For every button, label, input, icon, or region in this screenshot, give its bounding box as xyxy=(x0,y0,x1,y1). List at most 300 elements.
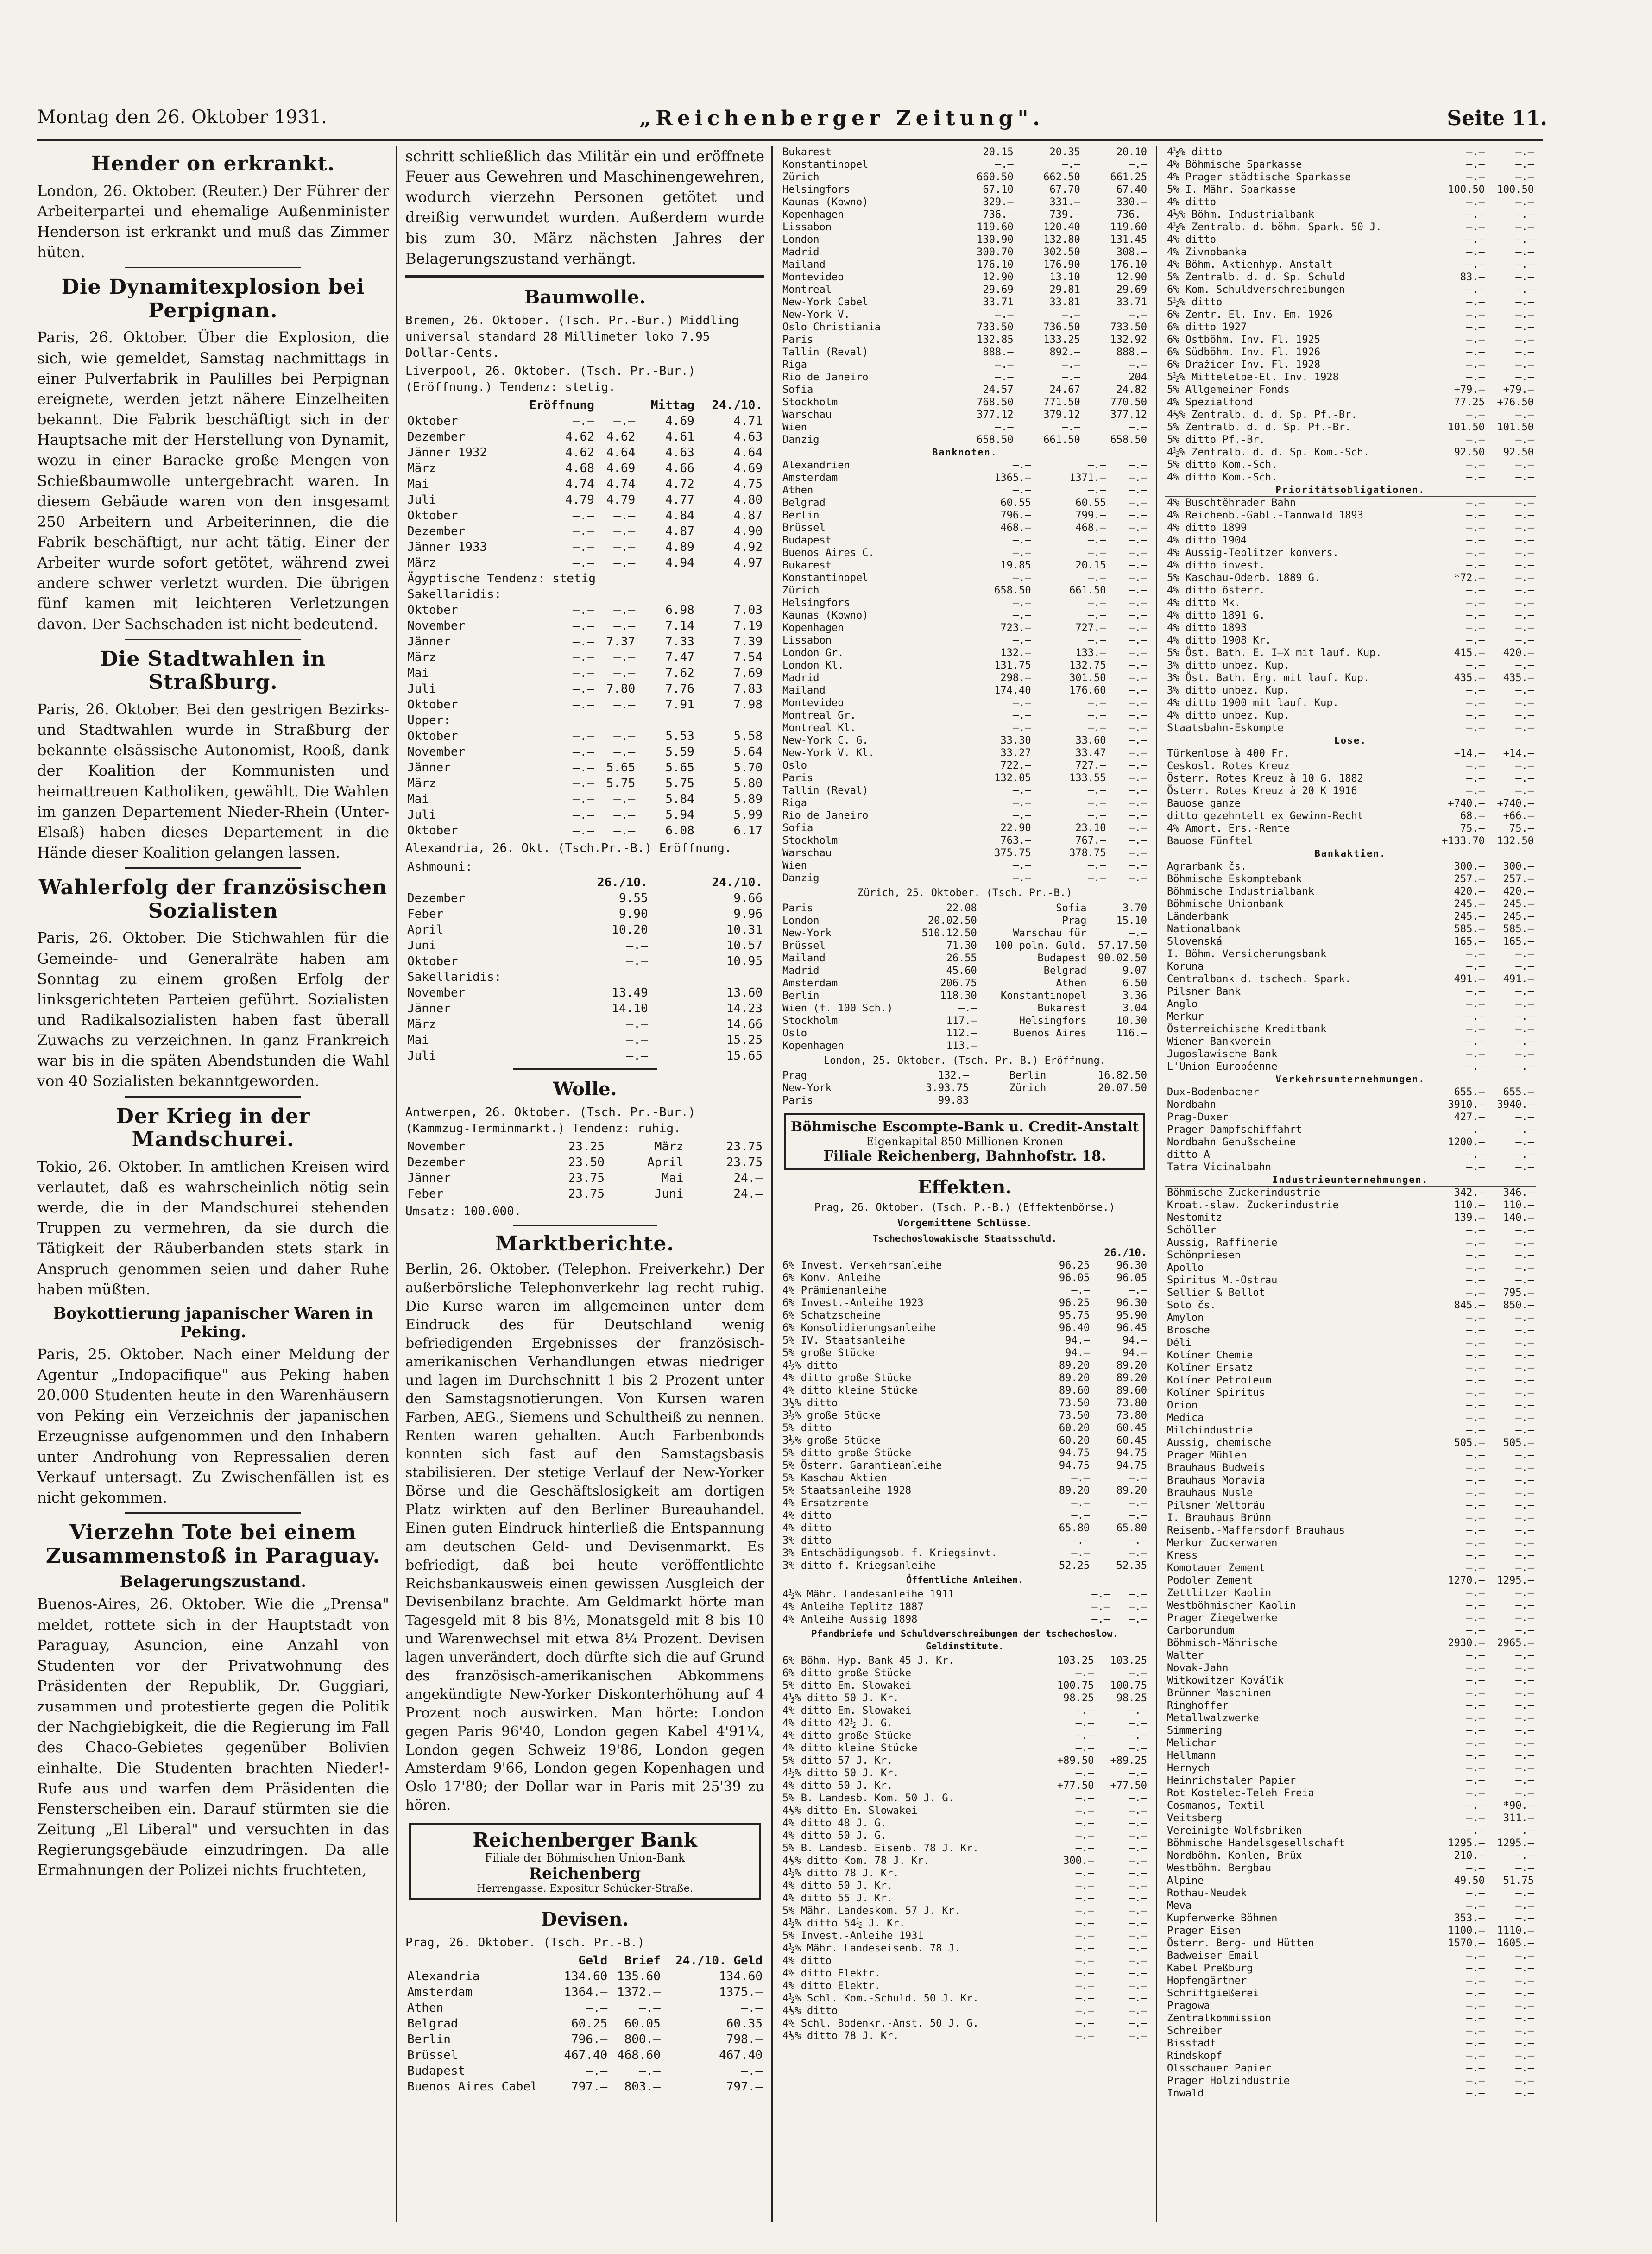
table-cell: 20.02.50 xyxy=(927,915,977,927)
table-row xyxy=(1165,1048,1536,1061)
table-cell: 22.08 xyxy=(946,902,977,914)
table-cell: —.— xyxy=(1062,159,1080,170)
table-cell: New-York xyxy=(782,927,832,939)
table-cell: 132.50 xyxy=(1497,835,1534,847)
table-cell: 131.45 xyxy=(1110,234,1147,246)
table-cell: Juli xyxy=(407,493,436,507)
table-cell: —.— xyxy=(1466,2088,1485,2099)
table-cell: —.— xyxy=(1129,660,1147,671)
table-cell: 15.25 xyxy=(726,1033,763,1047)
table-cell: —.— xyxy=(572,745,594,759)
table-cell: 6.08 xyxy=(665,824,694,838)
table-cell: 245.— xyxy=(1503,911,1534,922)
table-section-heading: Sakellaridis: xyxy=(407,587,502,602)
table-cell: —.— xyxy=(1087,485,1106,496)
table-cell: —.— xyxy=(1515,1136,1534,1148)
table-row xyxy=(1165,622,1536,634)
table-cell: —.— xyxy=(613,698,636,712)
table-cell: 5% Zentralb. d. d. Sp. Schuld xyxy=(1167,271,1345,283)
table-row xyxy=(405,2063,764,2079)
table-cell: 7.98 xyxy=(733,698,763,712)
table-cell: London Kl. xyxy=(782,660,844,671)
table-cell: Dezember xyxy=(407,891,466,905)
table-cell: —.— xyxy=(1515,2063,1534,2074)
table-row xyxy=(781,234,1149,246)
table-cell: —.— xyxy=(1466,610,1485,621)
table-row xyxy=(1165,797,1536,810)
article-title: Der Krieg in der Mandschurei. xyxy=(116,1104,310,1152)
table-cell: Buenos Aires C. xyxy=(782,547,875,559)
header-rule xyxy=(37,139,1543,141)
table-cell: Zürich xyxy=(1009,1082,1047,1094)
table-cell: 12.90 xyxy=(983,271,1014,283)
table-row xyxy=(405,823,764,839)
table-cell: Österr. Rotes Kreuz à 20 K 1916 xyxy=(1167,785,1357,797)
table-cell: 4.77 xyxy=(665,493,694,507)
table-cell: 4% ditto unbez. Kup. xyxy=(1167,710,1290,721)
table-cell: +79.— xyxy=(1454,384,1485,396)
table-cell: 20.15 xyxy=(983,146,1014,158)
table-cell: —.— xyxy=(1129,309,1147,321)
table-cell: —.— xyxy=(1087,797,1106,809)
table-cell: Tallin (Reval) xyxy=(782,785,869,796)
table-cell: —.— xyxy=(1466,459,1485,471)
table-cell: 92.50 xyxy=(1454,447,1485,458)
table-row xyxy=(1165,183,1536,196)
table-cell: Athen xyxy=(1056,977,1087,989)
table-cell: Hernych xyxy=(1167,1762,1210,1774)
table-cell: —.— xyxy=(1515,547,1534,559)
cotton-section xyxy=(405,286,764,1064)
table-cell: —.— xyxy=(1129,1930,1147,1942)
column-rule-3 xyxy=(1156,146,1157,2222)
table-cell: —.— xyxy=(1129,1880,1147,1892)
table-cell: Oktober xyxy=(407,509,458,523)
table-cell: 300.— xyxy=(1063,1855,1094,1867)
table-cell: —.— xyxy=(1466,1587,1485,1599)
table-row xyxy=(781,1002,1149,1015)
table-cell: Schreiber xyxy=(1167,2025,1223,2037)
table-cell: 4% Schl. Bodenkr.-Anst. 50 J. G. xyxy=(782,2017,979,2029)
table-cell: 800.— xyxy=(624,2033,661,2047)
table-row xyxy=(1165,421,1536,434)
table-cell: —.— xyxy=(1129,585,1147,596)
table-row xyxy=(781,1422,1149,1434)
table-cell: 4% ditto 1904 xyxy=(1167,535,1247,546)
table-cell: 4% Zivnobanka xyxy=(1167,246,1247,258)
table-cell: 662.50 xyxy=(1043,171,1080,183)
table-row xyxy=(781,990,1149,1002)
table-cell: 26./10. xyxy=(597,875,648,890)
bank-advertisement xyxy=(409,1823,761,1900)
table-row xyxy=(781,1917,1149,1930)
table-row xyxy=(781,940,1149,952)
table-cell: 131.75 xyxy=(994,660,1031,671)
table-cell: —.— xyxy=(1129,1967,1147,1979)
table-row xyxy=(1165,1462,1536,1474)
table-cell: —.— xyxy=(1466,1762,1485,1774)
table-cell: —.— xyxy=(1071,1547,1090,1559)
table-cell: 300.— xyxy=(1454,861,1485,872)
table-cell: Ceskosl. Rotes Kreuz xyxy=(1167,760,1290,772)
table-row xyxy=(1165,1199,1536,1212)
table-cell: 257.— xyxy=(1503,873,1534,885)
table-row xyxy=(1165,246,1536,259)
table-cell: —.— xyxy=(1466,1650,1485,1661)
table-cell: —.— xyxy=(1515,221,1534,233)
table-cell: 67.70 xyxy=(1049,184,1080,196)
table-row xyxy=(781,847,1149,859)
table-cell: Agrarbank čs. xyxy=(1167,861,1247,872)
wool-table xyxy=(405,1139,764,1202)
table-cell: 4% ditto xyxy=(782,1955,832,1967)
table-cell: 110.— xyxy=(1454,1200,1485,1211)
table-cell: —.— xyxy=(1515,986,1534,998)
table-cell: 4.89 xyxy=(665,540,694,555)
table-cell: Heinrichstaler Papier xyxy=(1167,1775,1296,1787)
table-cell: —.— xyxy=(1466,1162,1485,1173)
table-cell: 29.69 xyxy=(1116,284,1147,296)
table-cell: 14.10 xyxy=(612,1001,648,1016)
table-cell: —.— xyxy=(1466,1900,1485,1912)
table-cell: —.— xyxy=(1515,1048,1534,1060)
table-cell: —.— xyxy=(1515,1700,1534,1711)
table-row xyxy=(1165,835,1536,847)
table-cell: 9.90 xyxy=(619,907,648,921)
table-cell: März xyxy=(407,461,436,476)
table-cell: 4% ditto Em. Slowakei xyxy=(782,1705,912,1717)
table-row xyxy=(1165,1437,1536,1449)
table-cell: 795.— xyxy=(1503,1287,1534,1299)
table-cell: 4.64 xyxy=(733,446,763,460)
table-cell: —.— xyxy=(626,1033,648,1047)
table-cell: 174.40 xyxy=(994,685,1031,696)
table-cell: —.— xyxy=(1466,685,1485,696)
table-cell: Belgrad xyxy=(407,2017,458,2031)
table-row xyxy=(405,744,764,760)
table-cell: —.— xyxy=(1515,585,1534,596)
table-row xyxy=(1165,1337,1536,1349)
article-body: schritt schließlich das Militär ein und eröffnete Feuer aus Gewehren und Maschinengewehren, wodurch vierzehn Personen getötet und dreißig verwundet wurden. Außerdem wurde bis zum 30. März nächsten Jahres der Belagerungszustand verhängt. xyxy=(405,147,764,267)
table-cell: Berlin xyxy=(407,2033,451,2047)
table-cell: 73.50 xyxy=(1059,1409,1090,1421)
table-cell: 100.75 xyxy=(1057,1679,1094,1692)
table-cell: Podoler Zement xyxy=(1167,1575,1253,1586)
table-cell: 118.30 xyxy=(940,990,977,1002)
table-cell: —.— xyxy=(1515,1237,1534,1249)
table-cell: —.— xyxy=(1515,1225,1534,1236)
table-cell: —.— xyxy=(1129,685,1147,696)
table-section-row xyxy=(1165,734,1536,747)
table-cell: —.— xyxy=(613,540,636,555)
table-cell: —.— xyxy=(1129,1717,1147,1729)
table-cell: —.— xyxy=(572,792,594,807)
table-cell: —.— xyxy=(1515,785,1534,797)
table-cell: Zürich xyxy=(782,171,820,183)
table-row xyxy=(781,1027,1149,1040)
table-row xyxy=(1165,1262,1536,1274)
table-cell xyxy=(781,1247,1049,1259)
table-cell: —.— xyxy=(1129,1547,1147,1559)
table-cell: 4% ditto 55 J. Kr. xyxy=(782,1892,893,1904)
table-cell: 5.89 xyxy=(733,792,763,807)
table-cell: —.— xyxy=(1515,2013,1534,2024)
table-cell: 4% ditto 50 J. G. xyxy=(782,1830,887,1842)
table-cell: 96.30 xyxy=(1116,1297,1147,1309)
table-row xyxy=(1165,2062,1536,2075)
table-cell: —.— xyxy=(1515,560,1534,571)
table-cell: —.— xyxy=(1515,1475,1534,1486)
table-row xyxy=(405,1139,764,1155)
table-cell: —.— xyxy=(1466,1825,1485,1837)
table-cell: März xyxy=(407,556,436,570)
table-cell: 723.— xyxy=(1000,622,1031,634)
table-cell: 353.— xyxy=(1454,1913,1485,1924)
table-cell: 4.69 xyxy=(733,461,763,476)
table-cell: Pilsner Bank xyxy=(1167,986,1241,998)
table-row xyxy=(405,1017,764,1032)
table-cell: —.— xyxy=(1071,1497,1090,1509)
section-title: Wolle. xyxy=(553,1078,617,1100)
table-cell: —.— xyxy=(1515,196,1534,208)
table-cell xyxy=(405,1953,556,1969)
table-cell: 60.55 xyxy=(1075,497,1106,509)
table-cell: 4.80 xyxy=(733,493,763,507)
table-cell: 727.— xyxy=(1075,760,1106,771)
table-cell: —.— xyxy=(572,650,594,665)
table-cell: 4.69 xyxy=(606,461,636,476)
table-section-heading: Banknoten. xyxy=(781,446,1149,459)
note: Liverpool, 26. Oktober. (Tsch. Pr.-Bur.) (Eröffnung.) Tendenz: stetig. xyxy=(405,364,696,395)
table-cell: —.— xyxy=(1466,1600,1485,1611)
table-row xyxy=(1165,1724,1536,1737)
table-cell: —.— xyxy=(1466,1450,1485,1461)
table-cell: Dezember xyxy=(407,430,466,444)
table-cell: 7.80 xyxy=(606,682,636,696)
table-cell: —.— xyxy=(613,792,636,807)
table-cell: —.— xyxy=(1515,1612,1534,1624)
table-cell: 7.76 xyxy=(665,682,694,696)
table-row xyxy=(781,634,1149,647)
table-cell: 661.25 xyxy=(1110,171,1147,183)
table-cell: —.— xyxy=(1129,722,1147,734)
table-cell: 4½% Zentralb. d. d. Sp. Pf.-Br. xyxy=(1167,409,1357,421)
table-cell: 96.05 xyxy=(1116,1272,1147,1284)
table-row xyxy=(405,602,764,618)
table-cell: 771.50 xyxy=(1043,397,1080,408)
devisen-section xyxy=(405,1908,764,2095)
pfandbriefe-table xyxy=(781,1654,1149,2042)
table-row xyxy=(781,246,1149,259)
table-cell: 89.60 xyxy=(1116,1384,1147,1396)
table-cell: —.— xyxy=(1515,1787,1534,1799)
table-cell: 767.— xyxy=(1075,835,1106,846)
table-cell: 94.75 xyxy=(1116,1459,1147,1471)
table-cell: Komotauer Zement xyxy=(1167,1562,1265,1574)
table-cell: +133.70 xyxy=(1442,835,1485,847)
table-cell: 133.25 xyxy=(1043,334,1080,346)
table-cell: 26.55 xyxy=(946,952,977,964)
table-cell: 116.— xyxy=(1116,1027,1147,1039)
table-cell: —.— xyxy=(638,2001,661,2015)
table-cell: —.— xyxy=(1466,497,1485,509)
table-cell xyxy=(405,875,535,890)
table-row xyxy=(781,346,1149,359)
table-row xyxy=(781,1069,1149,1082)
table-cell: Warschau xyxy=(782,409,832,421)
table-cell: 89.20 xyxy=(1116,1359,1147,1371)
table-cell: 100.50 xyxy=(1448,184,1485,196)
table-cell: —.— xyxy=(1075,1892,1094,1904)
table-cell: 89.20 xyxy=(1059,1484,1090,1496)
table-cell: Cosmanos, Textil xyxy=(1167,1800,1265,1812)
table-cell: 850.— xyxy=(1503,1300,1534,1311)
table-row xyxy=(781,171,1149,183)
table-cell: Länderbank xyxy=(1167,911,1229,922)
table-cell: —.— xyxy=(572,524,594,539)
table-cell: —.— xyxy=(1075,1792,1094,1804)
table-cell: —.— xyxy=(1515,1650,1534,1661)
table-row xyxy=(781,1967,1149,1980)
table-row xyxy=(405,2047,764,2063)
table-row xyxy=(1165,985,1536,998)
table-cell: 10.57 xyxy=(726,938,763,953)
table-cell: —.— xyxy=(1129,822,1147,834)
table-cell: Sofia xyxy=(1056,902,1087,914)
table-cell: Hopfengärtner xyxy=(1167,1975,1247,1987)
table-cell: —.— xyxy=(1129,835,1147,846)
table-cell: 33.60 xyxy=(1075,735,1106,746)
table-row xyxy=(781,822,1149,834)
table-cell: —.— xyxy=(1466,1337,1485,1349)
table-row xyxy=(1165,2012,1536,2025)
table-cell: Budapest xyxy=(407,2064,466,2078)
table-cell: —.— xyxy=(1466,1387,1485,1399)
table-cell: Belgrad xyxy=(782,497,826,509)
table-cell: —.— xyxy=(1129,2017,1147,2029)
table-cell: —.— xyxy=(1515,1487,1534,1499)
table-cell: —.— xyxy=(1129,622,1147,634)
table-cell: Jänner xyxy=(407,635,451,649)
table-cell: —.— xyxy=(1466,535,1485,546)
table-cell: 4.92 xyxy=(733,540,763,555)
table-row xyxy=(1165,497,1536,510)
table-row xyxy=(405,445,764,461)
table-row xyxy=(1165,2025,1536,2037)
table-cell: 375.75 xyxy=(994,847,1031,859)
table-cell: 4½% Zentralb. d. d. Sp. Kom.-Sch. xyxy=(1167,447,1370,458)
table-cell: —.— xyxy=(1129,597,1147,609)
table-cell: 5% Kaschau-Oderb. 1889 G. xyxy=(1167,572,1321,584)
table-cell: 5.58 xyxy=(733,729,763,744)
table-cell: —.— xyxy=(1087,785,1106,796)
table-row xyxy=(1165,785,1536,797)
table-row xyxy=(405,697,764,713)
table-cell: 89.20 xyxy=(1116,1484,1147,1496)
table-cell: 3.70 xyxy=(1122,902,1147,914)
table-row xyxy=(781,484,1149,497)
table-cell: 803.— xyxy=(624,2080,661,2094)
table-cell: —.— xyxy=(613,745,636,759)
table-cell: 845.— xyxy=(1454,1300,1485,1311)
table-cell: 15.65 xyxy=(726,1048,763,1063)
table-cell: 132.05 xyxy=(994,772,1031,784)
table-cell: 5½% Mittelelbe-El. Inv. 1928 xyxy=(1167,372,1339,383)
table-cell: 5% B. Landesb. Kom. 50 J. G. xyxy=(782,1792,954,1804)
table-cell: —.— xyxy=(1515,1111,1534,1123)
table-cell: 4.79 xyxy=(565,493,594,507)
london-table xyxy=(781,1069,1149,1107)
table-cell: Olsschauer Papier xyxy=(1167,2063,1272,2074)
table-cell: 4.87 xyxy=(733,509,763,523)
table-section-row xyxy=(1165,847,1536,860)
table-cell: —.— xyxy=(1012,797,1031,809)
table-cell: —.— xyxy=(1075,1942,1094,1954)
table-row xyxy=(781,1547,1149,1559)
note: Bremen, 26. Oktober. (Tsch. Pr.-Bur.) Middling universal standard 28 Millimeter loko 7.95 Dollar-Cents. xyxy=(405,313,739,360)
article-subtitle: Belagerungszustand. xyxy=(120,1572,307,1591)
table-cell: Inwald xyxy=(1167,2088,1204,2099)
table-cell: 5% B. Landesb. Eisenb. 78 J. Kr. xyxy=(782,1842,979,1854)
table-cell: 660.50 xyxy=(977,171,1014,183)
table-cell: —.— xyxy=(1129,560,1147,571)
table-cell: Reisenb.-Maffersdorf Brauhaus xyxy=(1167,1525,1345,1536)
table-cell: —.— xyxy=(1012,485,1031,496)
table-row xyxy=(405,665,764,681)
table-row xyxy=(781,1692,1149,1705)
table-row xyxy=(1165,1299,1536,1312)
table-cell: 4.74 xyxy=(606,477,636,492)
table-cell: 379.12 xyxy=(1043,409,1080,421)
table-cell: Brünner Maschinen xyxy=(1167,1687,1272,1699)
table-row xyxy=(1165,1111,1536,1124)
table-cell: —.— xyxy=(1075,1705,1094,1717)
table-cell: New-York C. G. xyxy=(782,735,869,746)
table-cell: 736.— xyxy=(983,209,1014,221)
table-cell: 5½% ditto xyxy=(1167,297,1223,308)
table-cell: —.— xyxy=(1062,309,1080,321)
table-cell: —.— xyxy=(1129,810,1147,821)
table-row xyxy=(781,1880,1149,1892)
table-cell: 1100.— xyxy=(1448,1925,1485,1937)
table-cell: 4½% Zentralb. d. böhm. Spark. 50 J. xyxy=(1167,221,1382,233)
table-cell: —.— xyxy=(1466,1687,1485,1699)
table-row xyxy=(781,1484,1149,1497)
table-cell: 73.80 xyxy=(1116,1397,1147,1409)
table-cell: 101.50 xyxy=(1497,422,1534,433)
table-cell: —.— xyxy=(1012,785,1031,796)
table-row xyxy=(781,1942,1149,1955)
table-cell: 176.10 xyxy=(977,259,1014,271)
table-cell: 60.20 xyxy=(1059,1434,1090,1446)
table-row xyxy=(1165,973,1536,985)
table-cell: —.— xyxy=(1466,1550,1485,1561)
table-cell: Kroat.-slaw. Zuckerindustrie xyxy=(1167,1200,1339,1211)
table-cell: Sofia xyxy=(782,384,813,396)
table-cell: —.— xyxy=(1091,1588,1110,1600)
table-cell: Österreichische Kreditbank xyxy=(1167,1023,1327,1035)
table-cell: 75.— xyxy=(1509,823,1534,834)
table-cell: 4% Buschtěhrader Bahn xyxy=(1167,497,1296,509)
table-cell: 13.60 xyxy=(726,985,763,1000)
table-cell: 206.75 xyxy=(940,977,977,989)
table-cell: —.— xyxy=(1466,297,1485,308)
table-row xyxy=(1165,296,1536,309)
table-cell: —.— xyxy=(1129,460,1147,471)
table-cell: —.— xyxy=(1466,697,1485,709)
table-cell: —.— xyxy=(1515,773,1534,784)
table-row xyxy=(781,2017,1149,2030)
